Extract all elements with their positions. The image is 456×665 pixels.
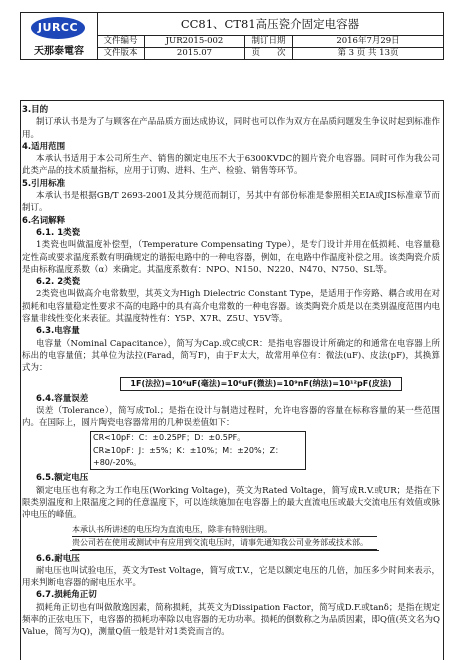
section-3-text: 制订承认书是为了与顾客在产品品质方面达成协议，同时也可以作为双方在品质问题发生争议时起到标准作用。 [22,117,440,140]
section-5-title: 5.引用标准 [22,178,66,189]
doc-no-label: 文件编号 [97,35,145,47]
document-title: CC81、CT81高压瓷介固定电容器 [97,13,443,36]
section-3-title: 3.目的 [22,105,49,115]
unit-conversion-box: 1F(法拉)=10⁶uF(毫法)=10⁶uF(微法)=10⁹nF(纳法)=10¹²pF(皮法) [120,377,402,391]
version-value: 2015.07 [145,47,245,59]
made-date-value: 2016年7月29日 [336,36,400,46]
header-row-2 [97,47,443,59]
section-6-2-text: 2类瓷也叫做高介电常数型，其英文为High Dielectric Constant Type，是适用于作旁路、耦合或用在对损耗和电容量稳定性要求不高的电路中的具有高介电常数的一种电容器。该类陶瓷介质是以在类别温度范围内电容量非线性变化来表征。其温度特性有：Y5P、X7R、Z5U、Y5V等。 [22,289,440,325]
tolerance-line-2: CR≥10pF：J：±5%；K：±10%；M：±20%；Z：+80/-20%。 [93,445,284,468]
section-6-title: 6.名词解释 [22,215,66,226]
section-6-1-text: 1类瓷也叫做温度补偿型，（Temperature Compensating Type），是专门设计并用在低损耗、电容量稳定性高或要求温度系数有明确规定的谐振电路中的一种电容器，例如，在电路中作温度补偿之用。该类陶瓷介质是由标称温度系数（α）来确定。其温度系数有：NPO、N150、N220、N470、N750、SL等。 [22,240,440,275]
note-line-2: 贵公司若在使用或测试中有应用到交流电压时，请事先通知我公司业务部或技术部。 [72,537,377,550]
section-6-4-text: 误差（Tolerance），简写成Tol.；是指在设计与制造过程时，允许电容器的容量在标称容量的某一些范围内。在国际上，圆片陶瓷电容器常用的几种误差值如下： [22,405,440,429]
section-6-5-text: 额定电压也有称之为工作电压(Working Voltage)，英文为Rated Voltage，简写成R.V.或UR；是指在下限类别温度和上限温度之间的任意温度下，可以连续施加在电容器上的最大直流电压或最大交流电压有效值或脉冲电压的峰值。 [22,485,440,521]
doc-no-value: JUR2015-002 [145,35,245,47]
section-6-7-text: 损耗角正切也有叫做散逸因素，简称损耗，其英文为Dissipation Factor，简写成D.F.或tanδ；是指在规定频率的正弦电压下，电容器的损耗功率除以电容器的无功功率。损耗的倒数称之为品质因素，即Q值(英文名为Q Value，简写为Q)，测量Q值一般是针对1类瓷而言的。 [22,602,440,638]
document-header [20,12,444,60]
company-name: 天那泰電容 [34,46,84,57]
section-6-7-title: 6.7.损耗角正切 [36,590,97,601]
section-6-6-text: 耐电压也叫试验电压，英文为Test Voltage，简写成T.V.，它是以额定电压的几倍，加压多少时间来表示，用来判断电容器的耐电压水平。 [22,565,440,589]
section-6-2-title: 6.2. 2类瓷 [36,277,81,288]
section-4-text: 本承认书适用于本公司所生产、销售的额定电压不大于6300KVDC的圆片瓷介电容器。同时可作为我公司此类产品的技术质量指标，应用于订购、进料、生产、检验、销售等环节。 [22,154,440,177]
version-label: 文件版本 [97,47,145,59]
section-6-3-title: 6.3.电容量 [36,326,80,337]
section-6-5-title: 6.5.额定电压 [36,473,89,484]
tolerance-line-1: CR<10pF：C：±0.25PF；D：±0.5PF。 [93,433,246,443]
page-label: 页 次 [245,47,293,59]
section-5-text: 本承认书是根据GB/T 2693-2001及其分规范而制订，另其中有部份标准是参照相关EIA或JIS标准章节而制订。 [22,191,440,214]
tolerance-box [90,431,306,470]
company-logo [21,13,98,59]
section-6-4-title: 6.4.容量误差 [36,393,89,404]
note-line-1: 本承认书所讲述的电压均为直流电压，除非有特别注明。 [72,524,377,537]
section-6-1-title: 6.1. 1类瓷 [36,227,81,238]
page-value: 第 3 页 共 13页 [337,48,399,58]
section-6-6-title: 6.6.耐电压 [36,553,80,564]
section-6-3-text: 电容量（Nominal Capacitance），简写为Cap.或C或CR：是指电容器设计所确定的和通常在电容器上所标出的电容量值；其单位为法拉(Farad，简写F)，由于F太大，故常用单位有：微法(uF)、皮法(pF)，其换算式为： [22,338,440,374]
made-date-label: 制订日期 [245,35,293,47]
document-body [22,104,440,639]
section-4-title: 4.适用范围 [22,141,66,152]
voltage-note-box [70,524,379,551]
logo-badge: JURCC [31,17,85,39]
